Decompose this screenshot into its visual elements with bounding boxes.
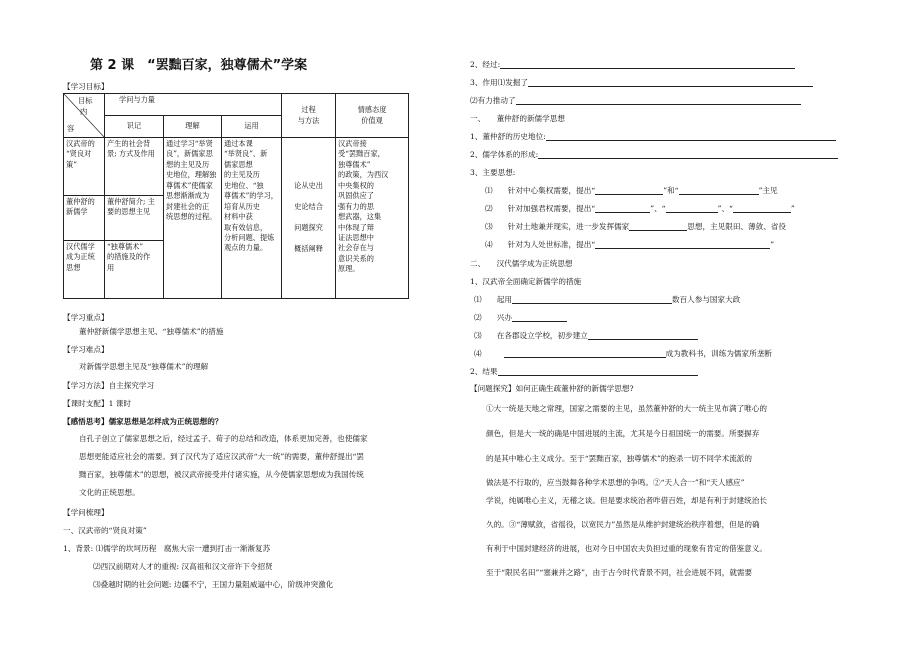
review-bg-1: 1、背景: ⑴儒学的坎坷历程 腐焦大宗一遭到打击一渐渐复苏 (63, 544, 271, 553)
r-answer-4: 做法是不行取的，应当鼓舞各种学术思想的争鸣。②“天人合一”和“天人感应” (486, 478, 745, 487)
r-step-1-a: ⑴ 起用 (474, 295, 512, 304)
r-point-3: 3、主要思想: (470, 168, 516, 177)
corner-mid-text: 内 (80, 107, 88, 116)
r-effect-line-1 (470, 78, 813, 87)
r-main-4 (485, 240, 774, 249)
objectives-table (63, 93, 409, 299)
col-understand-header: 理解 (164, 116, 222, 138)
review-section-1: 一、汉武帝的“贤良对策” (63, 526, 147, 535)
r-answer-7: 有利于中国封建经济的进展，也对今日中国农夫负担过重的现象有肯定的借鉴意义。 (486, 544, 767, 553)
r-process-blank[interactable] (500, 60, 795, 69)
hours-row (63, 399, 131, 408)
r-process-line (470, 60, 795, 69)
col-apply-header: 运用 (222, 116, 282, 138)
r-step-2-blank[interactable] (512, 313, 567, 322)
r-result (470, 367, 698, 376)
r-step-4-a: ⑷ (474, 349, 482, 358)
row-recall-3: “独尊儒术” 的措施及的作 用 (105, 241, 164, 299)
r-answer-1: ①大一统是天地之常理，国家之需要的主见，虽然董仲舒的大一统主见布满了唯心的 (486, 404, 767, 413)
r-step-1-b: 数百人参与国家大政 (671, 295, 741, 304)
r-effect-label-1: 3、作用⑴发掘了 (470, 78, 528, 87)
process-cell: 论从史出 史论结合 问题探究 概括阐释 (282, 138, 336, 299)
r-step-4-blank[interactable] (504, 349, 666, 358)
r-main-1-blank-1[interactable] (595, 186, 663, 195)
review-bg-3: ⑶叠越时期的社会问题: 边疆不宁，王国力量阻威逼中心，阶级冲突激化 (93, 580, 334, 589)
apply-cell: 通过本课 “举贤良”、新 儒家思想 的主见及历 史地位、“独 尊儒术”的学习， 培育从历史 材料中获 取有效信息， 分析问题、提炼 观点的力量。 (222, 138, 282, 299)
hours-text: 1 课时 (108, 399, 131, 408)
r-point-1 (470, 132, 836, 141)
row-name-3: 汉代儒学 成为正统 思想 (64, 241, 105, 299)
lead-label: 【感悟思考】 (63, 417, 109, 426)
r-step-2-a: ⑵ 兴办 (474, 313, 512, 322)
r-main-4-a: ⑷ 针对为人处世标准，提出“ (485, 240, 596, 249)
lead-row (63, 417, 222, 426)
r-step-4 (474, 349, 772, 358)
col-recall-header: 识记 (105, 116, 164, 138)
difficult-label: 【学习难点】 (63, 345, 109, 354)
r-answer-5: 学说，纯属唯心主义，无稽之谈。但是要求统治者咋借百姓，却是有利于封建统治长 (486, 496, 767, 505)
row-recall-2: 董仲舒简介; 主 要的思想主见 (105, 196, 164, 241)
r-effect-line-2 (470, 96, 801, 105)
understand-cell: 通过学习“举贤 良”，新儒家思 想的主见及历 史地位，理解独 尊儒术”使儒家 思想渐渐成为 封建社会的正 统思想的过程。 (164, 138, 222, 299)
r-step-1 (474, 295, 740, 304)
objectives-label: 【学习目标】 (63, 82, 109, 91)
r-main-2-blank-2[interactable] (666, 204, 718, 213)
r-point-2-label: 2、儒学体系的形成: (470, 150, 539, 159)
r-main-1-blank-2[interactable] (679, 186, 759, 195)
r-point-1-blank[interactable] (546, 132, 836, 141)
corner-top-text: 目标 (78, 96, 93, 105)
r-step-3-a: ⑶ 在各郡设立学校，初步建立 (474, 331, 588, 340)
key-points-text: 董仲舒新儒学思想主见、“独尊儒术”的措施 (79, 327, 224, 336)
r-step-3 (474, 331, 698, 340)
r-main-2-blank-3[interactable] (733, 204, 791, 213)
r-main-2-c: ”、“ (717, 204, 733, 213)
r-section-dong: 一、 董仲舒的新儒学思想 (470, 114, 565, 123)
col-emotion-header: 情感态度 价值观 (336, 94, 409, 138)
r-result-label: 2、结果 (470, 367, 498, 376)
r-result-blank[interactable] (498, 367, 698, 376)
r-answer-2: 颜色，但是大一统的确是中国进展的主流，尤其是今日祖国统一的需要。所要摒弃 (486, 429, 760, 438)
r-main-2 (485, 204, 795, 213)
review-label: 【学问梳理】 (63, 508, 109, 517)
lead-line-4: 文化的正统思想。 (79, 488, 140, 497)
r-main-1-a: ⑴ 针对中心集权需要，提出“ (485, 186, 596, 195)
method-row (63, 381, 154, 390)
r-main-3 (485, 222, 786, 231)
col-process-header: 过程 与方法 (282, 94, 336, 138)
r-effect-blank-1[interactable] (528, 78, 813, 87)
r-point-1-label: 1、董仲舒的历史地位: (470, 132, 546, 141)
header-group-label: 学问与力量 (119, 95, 155, 104)
row-name-1: 汉武帝的 “贤良对 策” (64, 138, 105, 196)
r-main-4-b: ” (770, 240, 775, 249)
r-point-2 (470, 150, 838, 159)
r-main-1 (485, 186, 778, 195)
r-main-4-blank[interactable] (595, 240, 770, 249)
r-answer-6: 久的。③“薄赋敛，省徭役，以宽民力”虽然是从维护封建统治秩序着想，但是的确 (486, 520, 760, 529)
r-main-3-a: ⑶ 针对土地兼并现实，进一步发挥儒家 (485, 222, 630, 231)
lead-question: 儒家思想是怎样成为正统思想的？ (108, 417, 223, 426)
r-main-2-a: ⑵ 针对加强君权需要，提出“ (485, 204, 596, 213)
r-step-3-blank[interactable] (588, 331, 698, 340)
r-step-4-b: 成为教科书，训练为儒家所垄断 (665, 349, 772, 358)
r-section-orthodox: 二、 汉代儒学成为正统思想 (470, 259, 573, 268)
lead-line-3: 黜百家，独尊儒术”的思想，被汉武帝接受并付诸实施，从今使儒家思想成为我国传统 (79, 470, 364, 479)
r-explore-label: 【问题探究】 (470, 384, 516, 393)
r-explore-question: 如何正确生疏董仲舒的新儒学思想? (515, 384, 634, 393)
corner-bottom-text: 容 (67, 124, 75, 133)
table-corner-cell (64, 94, 105, 138)
review-bg-2: ⑵西汉前期对人才的重视: 汉高祖和汉文帝许下令招贤 (93, 562, 273, 571)
r-main-3-blank[interactable] (629, 222, 687, 231)
r-answer-8: 至于“限民名田”“塞兼并之路”，由于古今时代背景不同，社会进展不同，就需要 (486, 568, 753, 577)
r-effect-label-2: ⑵有力推动了 (470, 96, 516, 105)
r-measures-title: 1、汉武帝全面确定新儒学的措施 (470, 277, 582, 286)
r-point-2-blank[interactable] (538, 150, 838, 159)
r-main-2-b: ”、“ (650, 204, 666, 213)
r-main-2-d: ” (790, 204, 795, 213)
r-main-1-b: ”和“ (663, 186, 679, 195)
r-step-1-blank[interactable] (512, 295, 672, 304)
r-main-1-c: ”主见 (758, 186, 778, 195)
method-label: 【学习方法】 (63, 381, 109, 390)
difficult-text: 对新儒学思想主见及“独尊儒术”的理解 (79, 362, 209, 371)
header-group-cell (105, 94, 282, 116)
r-effect-blank-2[interactable] (516, 96, 801, 105)
r-step-2 (474, 313, 567, 322)
row-name-2: 董仲舒的 新儒学 (64, 196, 105, 241)
r-process-label: 2、经过: (470, 60, 501, 69)
row-recall-1: 产生的社会背 景; 方式及作用 (105, 138, 164, 196)
r-main-3-b: 思想，主见限田、薄敛、省役 (687, 222, 786, 231)
emotion-cell: 汉武帝接 受“罢黜百家， 独尊儒术” 的政策，为西汉 中央集权的 巩固供应了 强有力的思 想武器，这集 中体现了辩 证法思想中 社会存在与 意识关系的 原理。 (336, 138, 409, 299)
r-answer-3: 的是其中唯心主义成分。至于“罢黜百家，独尊儒术”的抱杀一切不同学术流派的 (486, 454, 752, 463)
key-points-label: 【学习重点】 (63, 313, 109, 322)
r-explore-row (470, 384, 634, 393)
method-text: 自主探究学习 (108, 381, 155, 390)
lead-line-2: 思想更能适应社会的需要。到了汉代为了适应汉武帝“大一统”的需要，董仲舒提出“罢 (79, 452, 365, 461)
lead-line-1: 自孔子创立了儒家思想之后，经过孟子、荀子的总结和改造，体系更加完善，也使儒家 (79, 434, 368, 443)
page-title: 第 2 课 “罢黜百家，独尊儒术”学案 (90, 58, 308, 73)
r-main-2-blank-1[interactable] (595, 204, 650, 213)
hours-label: 【课时支配】 (63, 399, 109, 408)
